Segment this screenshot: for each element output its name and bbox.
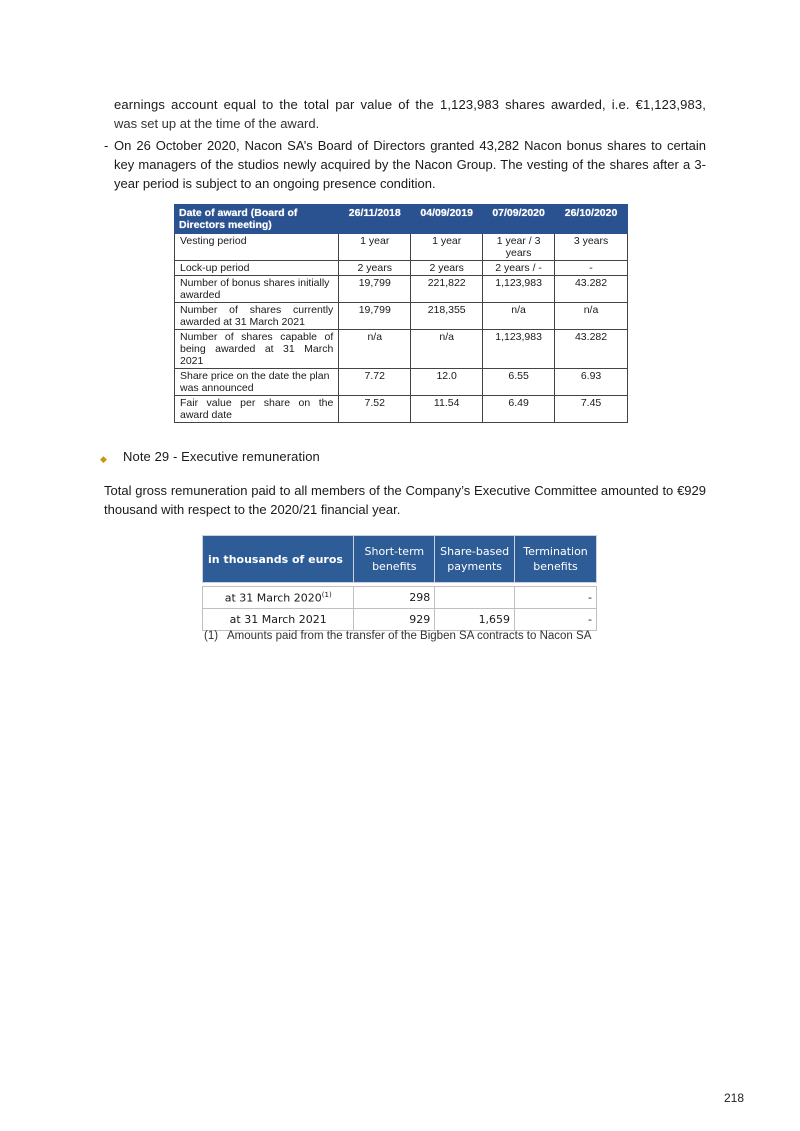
intro-line-2: was set up at the time of the award. bbox=[114, 116, 320, 131]
table-cell: - bbox=[555, 261, 628, 276]
table-row bbox=[175, 369, 628, 396]
table-cell: n/a bbox=[339, 330, 411, 369]
table-cell: 7.72 bbox=[339, 369, 411, 396]
page-number: 218 bbox=[724, 1091, 745, 1105]
table-cell: 1,123,983 bbox=[483, 330, 555, 369]
intro-line-1: earnings account equal to the total par value of the 1,123,983 shares awarded, i.e. €1,123,983, bbox=[114, 97, 706, 112]
row-label: Number of bonus shares initially awarded bbox=[175, 276, 339, 303]
table-cell: 6.49 bbox=[483, 396, 555, 423]
row-label bbox=[203, 587, 354, 609]
note-29-heading bbox=[100, 449, 320, 465]
table-cell: 1,123,983 bbox=[483, 276, 555, 303]
footnote: (1) Amounts paid from the transfer of the Bigben SA contracts to Nacon SA bbox=[204, 630, 592, 642]
table-row bbox=[203, 587, 597, 609]
table-cell: 7.52 bbox=[339, 396, 411, 423]
table-row bbox=[175, 396, 628, 423]
table-cell: n/a bbox=[411, 330, 483, 369]
table-cell: 2 years bbox=[411, 261, 483, 276]
bonus-share-award-table bbox=[174, 204, 628, 423]
table-cell: 2 years bbox=[339, 261, 411, 276]
table-cell: 12.0 bbox=[411, 369, 483, 396]
table-cell: 1 year bbox=[411, 234, 483, 261]
table-row bbox=[175, 330, 628, 369]
table-cell bbox=[435, 587, 515, 609]
table-cell: 929 bbox=[354, 609, 435, 631]
table-cell: 2 years / - bbox=[483, 261, 555, 276]
column-header: 26/10/2020 bbox=[555, 205, 628, 234]
row-label: at 31 March 2021 bbox=[203, 609, 354, 631]
table-row bbox=[175, 276, 628, 303]
table-cell: 11.54 bbox=[411, 396, 483, 423]
table-cell: 218,355 bbox=[411, 303, 483, 330]
column-header: 04/09/2019 bbox=[411, 205, 483, 234]
bullet-text: On 26 October 2020, Nacon SA’s Board of Directors granted 43,282 Nacon bonus shares to certain key managers of the studios newly acquired by the Nacon Group. The vesting of the shares after a 3-year period is subject to an ongoing presence condition. bbox=[114, 138, 706, 191]
column-header: 26/11/2018 bbox=[339, 205, 411, 234]
column-header: Short-term benefits bbox=[354, 536, 435, 583]
row-label: Number of shares capable of being awarded at 31 March 2021 bbox=[175, 330, 339, 369]
dash-bullet: - bbox=[104, 138, 109, 153]
row-label: Number of shares currently awarded at 31 March 2021 bbox=[175, 303, 339, 330]
row-label: Fair value per share on the award date bbox=[175, 396, 339, 423]
table-cell: n/a bbox=[555, 303, 628, 330]
column-header: Share-based payments bbox=[435, 536, 515, 583]
table-cell: 19,799 bbox=[339, 276, 411, 303]
row-label: Share price on the date the plan was announced bbox=[175, 369, 339, 396]
table-cell: 19,799 bbox=[339, 303, 411, 330]
table-row bbox=[203, 609, 597, 631]
table-cell: 6.55 bbox=[483, 369, 555, 396]
table-cell: 43.282 bbox=[555, 330, 628, 369]
table-cell: 298 bbox=[354, 587, 435, 609]
table-cell: 3 years bbox=[555, 234, 628, 261]
table-cell: - bbox=[515, 587, 597, 609]
table-cell: 1 year / 3 years bbox=[483, 234, 555, 261]
bullet-paragraph bbox=[104, 136, 706, 193]
table-cell: 1 year bbox=[339, 234, 411, 261]
table-cell: 1,659 bbox=[435, 609, 515, 631]
column-header: Termination benefits bbox=[515, 536, 597, 583]
table-row bbox=[175, 303, 628, 330]
column-header: in thousands of euros bbox=[203, 536, 354, 583]
row-label: Vesting period bbox=[175, 234, 339, 261]
diamond-bullet-icon: ◆ bbox=[100, 454, 107, 464]
table-cell: 43.282 bbox=[555, 276, 628, 303]
table-row bbox=[175, 261, 628, 276]
executive-remuneration-table bbox=[202, 535, 597, 631]
column-header: Date of award (Board of Directors meeting) bbox=[175, 205, 339, 234]
table-header-row bbox=[175, 205, 628, 234]
row-label-text: at 31 March 2020 bbox=[224, 591, 322, 605]
note-title: Note 29 - Executive remuneration bbox=[123, 449, 320, 464]
table-cell: 7.45 bbox=[555, 396, 628, 423]
table-cell: n/a bbox=[483, 303, 555, 330]
table-cell: 6.93 bbox=[555, 369, 628, 396]
intro-paragraph bbox=[114, 95, 706, 133]
table-header-row bbox=[203, 536, 597, 583]
note-paragraph: Total gross remuneration paid to all members of the Company’s Executive Committee amounted to €929 thousand with respect to the 2020/21 financial year. bbox=[104, 483, 706, 517]
table-cell: 221,822 bbox=[411, 276, 483, 303]
row-label: Lock-up period bbox=[175, 261, 339, 276]
column-header: 07/09/2020 bbox=[483, 205, 555, 234]
footnote-marker: (1) bbox=[321, 590, 332, 599]
table-row bbox=[175, 234, 628, 261]
table-cell: - bbox=[515, 609, 597, 631]
